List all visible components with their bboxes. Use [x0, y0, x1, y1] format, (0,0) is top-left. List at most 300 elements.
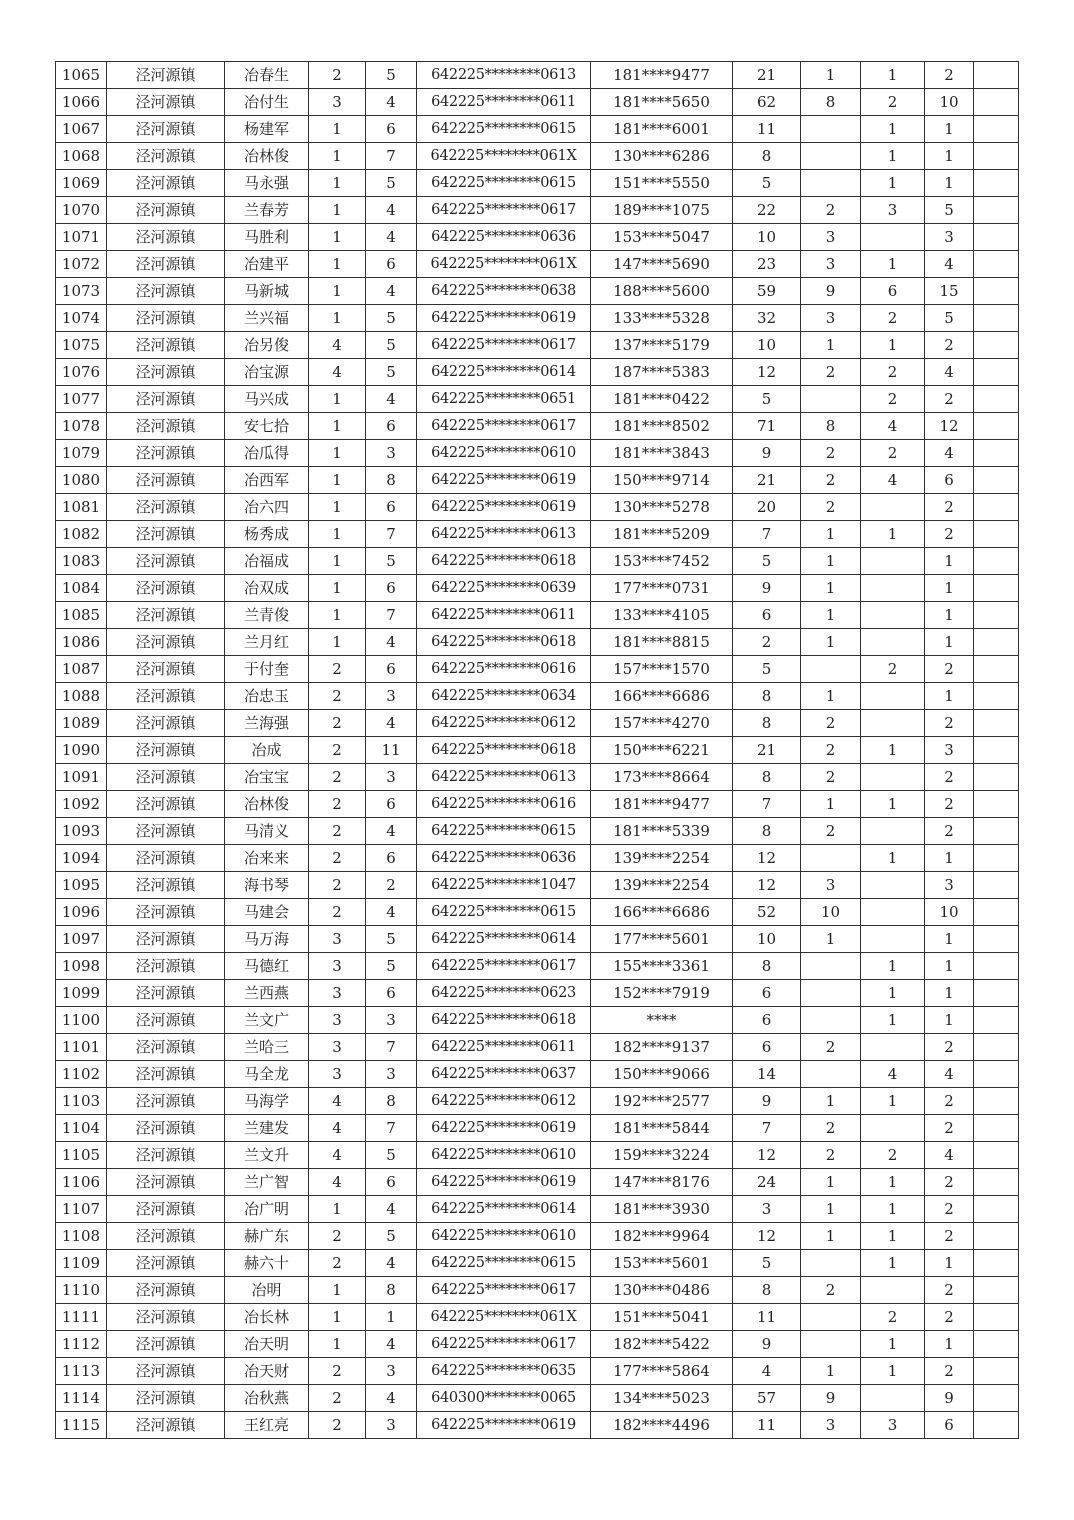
cell-remark: [974, 791, 1019, 818]
cell-col-e: 1: [861, 737, 925, 764]
cell-col-c: 9: [733, 440, 801, 467]
cell-col-e: 2: [861, 440, 925, 467]
cell-col-a: 4: [309, 1088, 366, 1115]
table-row: [56, 1034, 1019, 1061]
cell-col-a: 2: [309, 791, 366, 818]
cell-col-f: 1: [925, 116, 974, 143]
cell-remark: [974, 980, 1019, 1007]
cell-col-d: 2: [801, 1034, 861, 1061]
cell-col-c: 7: [733, 521, 801, 548]
cell-name: 冶双成: [225, 575, 309, 602]
cell-col-f: 2: [925, 818, 974, 845]
cell-phone: 134****5023: [591, 1385, 733, 1412]
cell-col-e: 1: [861, 980, 925, 1007]
cell-col-f: 12: [925, 413, 974, 440]
cell-col-d: 1: [801, 575, 861, 602]
cell-col-f: 2: [925, 1169, 974, 1196]
cell-phone: 157****1570: [591, 656, 733, 683]
table-row: [56, 305, 1019, 332]
cell-name: 兰月红: [225, 629, 309, 656]
cell-col-a: 4: [309, 359, 366, 386]
cell-col-d: 3: [801, 251, 861, 278]
cell-id-number: 642225********0615: [417, 116, 591, 143]
cell-col-d: 2: [801, 818, 861, 845]
cell-col-a: 2: [309, 1385, 366, 1412]
cell-col-c: 62: [733, 89, 801, 116]
cell-row-number: 1091: [56, 764, 107, 791]
cell-col-d: 10: [801, 899, 861, 926]
cell-col-a: 4: [309, 332, 366, 359]
cell-col-f: 1: [925, 602, 974, 629]
cell-col-e: 2: [861, 386, 925, 413]
cell-col-e: 1: [861, 170, 925, 197]
table-row: [56, 683, 1019, 710]
table-row: [56, 359, 1019, 386]
cell-col-b: 5: [366, 62, 417, 89]
cell-col-e: 1: [861, 1088, 925, 1115]
cell-name: 赫六十: [225, 1250, 309, 1277]
cell-col-c: 12: [733, 845, 801, 872]
cell-town: 泾河源镇: [107, 413, 225, 440]
cell-name: 于付奎: [225, 656, 309, 683]
cell-col-f: 3: [925, 737, 974, 764]
cell-col-b: 3: [366, 440, 417, 467]
cell-col-d: 1: [801, 521, 861, 548]
cell-id-number: 642225********0619: [417, 494, 591, 521]
cell-name: 赫广东: [225, 1223, 309, 1250]
data-table-container: [55, 61, 1018, 1439]
cell-remark: [974, 1061, 1019, 1088]
cell-id-number: 642225********0639: [417, 575, 591, 602]
cell-phone: 153****7452: [591, 548, 733, 575]
cell-town: 泾河源镇: [107, 467, 225, 494]
table-row: [56, 89, 1019, 116]
cell-col-a: 3: [309, 953, 366, 980]
cell-row-number: 1095: [56, 872, 107, 899]
cell-phone: 181****6001: [591, 116, 733, 143]
cell-id-number: 642225********1047: [417, 872, 591, 899]
cell-name: 海书琴: [225, 872, 309, 899]
cell-remark: [974, 1304, 1019, 1331]
cell-remark: [974, 1277, 1019, 1304]
cell-col-c: 6: [733, 980, 801, 1007]
cell-remark: [974, 710, 1019, 737]
cell-col-c: 20: [733, 494, 801, 521]
cell-col-d: [801, 980, 861, 1007]
cell-remark: [974, 62, 1019, 89]
cell-row-number: 1082: [56, 521, 107, 548]
table-row: [56, 332, 1019, 359]
cell-town: 泾河源镇: [107, 62, 225, 89]
cell-id-number: 642225********0618: [417, 548, 591, 575]
cell-remark: [974, 251, 1019, 278]
cell-town: 泾河源镇: [107, 926, 225, 953]
cell-col-c: 22: [733, 197, 801, 224]
table-row: [56, 1385, 1019, 1412]
cell-col-d: [801, 1007, 861, 1034]
cell-row-number: 1072: [56, 251, 107, 278]
cell-col-f: 1: [925, 1250, 974, 1277]
cell-col-d: [801, 116, 861, 143]
cell-col-d: [801, 386, 861, 413]
cell-col-a: 4: [309, 1169, 366, 1196]
cell-name: 冶林俊: [225, 791, 309, 818]
cell-col-b: 3: [366, 683, 417, 710]
cell-col-a: 1: [309, 494, 366, 521]
cell-col-a: 2: [309, 710, 366, 737]
cell-id-number: 642225********0619: [417, 1169, 591, 1196]
cell-col-a: 3: [309, 1034, 366, 1061]
cell-row-number: 1093: [56, 818, 107, 845]
cell-town: 泾河源镇: [107, 521, 225, 548]
cell-remark: [974, 467, 1019, 494]
cell-col-f: 1: [925, 1007, 974, 1034]
cell-col-c: 10: [733, 224, 801, 251]
cell-phone: 153****5601: [591, 1250, 733, 1277]
table-row: [56, 413, 1019, 440]
cell-col-a: 1: [309, 1277, 366, 1304]
cell-row-number: 1099: [56, 980, 107, 1007]
cell-phone: 181****3930: [591, 1196, 733, 1223]
cell-col-a: 2: [309, 656, 366, 683]
cell-remark: [974, 1358, 1019, 1385]
cell-col-f: 1: [925, 143, 974, 170]
cell-phone: 150****9066: [591, 1061, 733, 1088]
cell-col-b: 3: [366, 1007, 417, 1034]
cell-col-b: 5: [366, 170, 417, 197]
cell-phone: 159****3224: [591, 1142, 733, 1169]
cell-name: 马建会: [225, 899, 309, 926]
cell-col-f: 4: [925, 359, 974, 386]
table-row: [56, 899, 1019, 926]
cell-col-e: [861, 629, 925, 656]
cell-col-b: 6: [366, 980, 417, 1007]
cell-col-e: [861, 602, 925, 629]
cell-row-number: 1105: [56, 1142, 107, 1169]
cell-row-number: 1083: [56, 548, 107, 575]
cell-town: 泾河源镇: [107, 305, 225, 332]
cell-col-f: 1: [925, 575, 974, 602]
cell-col-e: 2: [861, 305, 925, 332]
table-row: [56, 872, 1019, 899]
table-row: [56, 1088, 1019, 1115]
cell-col-e: 1: [861, 953, 925, 980]
cell-col-f: 10: [925, 89, 974, 116]
cell-col-e: 1: [861, 62, 925, 89]
cell-col-d: 1: [801, 629, 861, 656]
cell-col-f: 2: [925, 791, 974, 818]
cell-col-d: 8: [801, 413, 861, 440]
table-row: [56, 548, 1019, 575]
cell-col-f: 1: [925, 980, 974, 1007]
cell-row-number: 1109: [56, 1250, 107, 1277]
cell-name: 兰文升: [225, 1142, 309, 1169]
table-row: [56, 1358, 1019, 1385]
cell-col-d: 1: [801, 1196, 861, 1223]
cell-col-b: 4: [366, 818, 417, 845]
table-row: [56, 575, 1019, 602]
cell-col-b: 2: [366, 872, 417, 899]
cell-id-number: 642225********0610: [417, 1223, 591, 1250]
table-row: [56, 1412, 1019, 1439]
cell-remark: [974, 1088, 1019, 1115]
cell-col-f: 9: [925, 1385, 974, 1412]
cell-col-e: 3: [861, 197, 925, 224]
cell-row-number: 1115: [56, 1412, 107, 1439]
table-row: [56, 386, 1019, 413]
cell-col-f: 2: [925, 386, 974, 413]
cell-col-f: 2: [925, 1088, 974, 1115]
cell-row-number: 1071: [56, 224, 107, 251]
cell-col-e: [861, 1277, 925, 1304]
cell-row-number: 1092: [56, 791, 107, 818]
cell-remark: [974, 764, 1019, 791]
cell-row-number: 1069: [56, 170, 107, 197]
cell-col-e: [861, 926, 925, 953]
cell-col-f: 6: [925, 467, 974, 494]
cell-col-e: 6: [861, 278, 925, 305]
cell-col-f: 2: [925, 332, 974, 359]
cell-remark: [974, 197, 1019, 224]
cell-phone: 187****5383: [591, 359, 733, 386]
cell-col-b: 4: [366, 710, 417, 737]
cell-col-d: 2: [801, 710, 861, 737]
cell-col-e: [861, 575, 925, 602]
cell-town: 泾河源镇: [107, 737, 225, 764]
table-body: [56, 62, 1019, 1439]
cell-town: 泾河源镇: [107, 1385, 225, 1412]
cell-col-a: 1: [309, 521, 366, 548]
cell-town: 泾河源镇: [107, 116, 225, 143]
cell-phone: ****: [591, 1007, 733, 1034]
cell-remark: [974, 1115, 1019, 1142]
table-row: [56, 116, 1019, 143]
cell-id-number: 642225********0615: [417, 818, 591, 845]
cell-col-b: 7: [366, 1115, 417, 1142]
cell-col-c: 8: [733, 953, 801, 980]
cell-row-number: 1101: [56, 1034, 107, 1061]
cell-remark: [974, 170, 1019, 197]
cell-col-e: 1: [861, 521, 925, 548]
cell-town: 泾河源镇: [107, 845, 225, 872]
cell-town: 泾河源镇: [107, 494, 225, 521]
cell-town: 泾河源镇: [107, 359, 225, 386]
cell-col-d: 2: [801, 440, 861, 467]
cell-col-f: 3: [925, 872, 974, 899]
cell-remark: [974, 818, 1019, 845]
cell-phone: 147****5690: [591, 251, 733, 278]
cell-col-b: 4: [366, 629, 417, 656]
cell-col-b: 5: [366, 359, 417, 386]
cell-phone: 150****9714: [591, 467, 733, 494]
cell-row-number: 1088: [56, 683, 107, 710]
cell-row-number: 1073: [56, 278, 107, 305]
cell-phone: 173****8664: [591, 764, 733, 791]
cell-id-number: 642225********0638: [417, 278, 591, 305]
cell-id-number: 642225********0611: [417, 602, 591, 629]
cell-town: 泾河源镇: [107, 251, 225, 278]
cell-col-c: 52: [733, 899, 801, 926]
cell-remark: [974, 386, 1019, 413]
cell-row-number: 1084: [56, 575, 107, 602]
cell-col-c: 5: [733, 170, 801, 197]
cell-col-b: 7: [366, 1034, 417, 1061]
cell-col-e: 1: [861, 251, 925, 278]
cell-col-a: 2: [309, 1223, 366, 1250]
cell-col-d: 2: [801, 764, 861, 791]
cell-col-b: 3: [366, 1358, 417, 1385]
table-row: [56, 737, 1019, 764]
cell-phone: 133****4105: [591, 602, 733, 629]
cell-name: 冶西军: [225, 467, 309, 494]
cell-phone: 181****5339: [591, 818, 733, 845]
cell-col-c: 9: [733, 575, 801, 602]
cell-col-e: 1: [861, 845, 925, 872]
cell-col-f: 2: [925, 1358, 974, 1385]
cell-col-b: 7: [366, 521, 417, 548]
cell-col-a: 1: [309, 413, 366, 440]
cell-town: 泾河源镇: [107, 278, 225, 305]
cell-col-f: 6: [925, 1412, 974, 1439]
cell-id-number: 642225********0613: [417, 62, 591, 89]
cell-col-d: 8: [801, 89, 861, 116]
cell-id-number: 642225********0615: [417, 1250, 591, 1277]
cell-col-c: 21: [733, 467, 801, 494]
cell-remark: [974, 953, 1019, 980]
cell-col-a: 1: [309, 1196, 366, 1223]
cell-col-f: 2: [925, 1196, 974, 1223]
cell-col-a: 1: [309, 440, 366, 467]
cell-phone: 152****7919: [591, 980, 733, 1007]
cell-col-c: 3: [733, 1196, 801, 1223]
cell-id-number: 642225********0611: [417, 1034, 591, 1061]
cell-remark: [974, 359, 1019, 386]
cell-col-f: 1: [925, 845, 974, 872]
cell-col-a: 2: [309, 872, 366, 899]
cell-col-c: 10: [733, 926, 801, 953]
cell-col-e: 1: [861, 1007, 925, 1034]
cell-remark: [974, 1385, 1019, 1412]
cell-col-b: 6: [366, 845, 417, 872]
table-row: [56, 845, 1019, 872]
cell-town: 泾河源镇: [107, 143, 225, 170]
cell-name: 马新城: [225, 278, 309, 305]
cell-col-d: 9: [801, 1385, 861, 1412]
cell-remark: [974, 116, 1019, 143]
cell-col-a: 1: [309, 224, 366, 251]
cell-col-e: 1: [861, 1331, 925, 1358]
cell-id-number: 642225********0618: [417, 1007, 591, 1034]
cell-col-f: 2: [925, 494, 974, 521]
cell-col-b: 4: [366, 386, 417, 413]
cell-town: 泾河源镇: [107, 1115, 225, 1142]
cell-col-b: 1: [366, 1304, 417, 1331]
cell-col-d: [801, 1061, 861, 1088]
cell-col-c: 5: [733, 1250, 801, 1277]
cell-remark: [974, 89, 1019, 116]
cell-row-number: 1077: [56, 386, 107, 413]
cell-col-f: 1: [925, 629, 974, 656]
cell-col-e: [861, 1034, 925, 1061]
cell-col-e: [861, 1385, 925, 1412]
cell-col-e: 4: [861, 467, 925, 494]
table-row: [56, 1223, 1019, 1250]
cell-col-c: 12: [733, 1142, 801, 1169]
table-row: [56, 1277, 1019, 1304]
cell-id-number: 642225********0614: [417, 926, 591, 953]
cell-col-b: 6: [366, 494, 417, 521]
cell-town: 泾河源镇: [107, 1331, 225, 1358]
cell-row-number: 1078: [56, 413, 107, 440]
cell-remark: [974, 602, 1019, 629]
cell-col-d: 1: [801, 926, 861, 953]
cell-name: 马兴成: [225, 386, 309, 413]
cell-col-a: 1: [309, 1331, 366, 1358]
cell-col-f: 4: [925, 1061, 974, 1088]
cell-id-number: 642225********0623: [417, 980, 591, 1007]
cell-col-f: 2: [925, 62, 974, 89]
cell-col-c: 8: [733, 683, 801, 710]
cell-town: 泾河源镇: [107, 170, 225, 197]
cell-col-a: 3: [309, 1061, 366, 1088]
cell-remark: [974, 1034, 1019, 1061]
cell-col-a: 1: [309, 386, 366, 413]
cell-col-a: 3: [309, 926, 366, 953]
cell-col-c: 11: [733, 116, 801, 143]
cell-phone: 189****1075: [591, 197, 733, 224]
cell-col-a: 2: [309, 683, 366, 710]
cell-row-number: 1086: [56, 629, 107, 656]
cell-col-e: [861, 899, 925, 926]
cell-id-number: 642225********0617: [417, 413, 591, 440]
cell-name: 兰西燕: [225, 980, 309, 1007]
cell-remark: [974, 899, 1019, 926]
cell-col-e: 3: [861, 1412, 925, 1439]
cell-col-a: 4: [309, 1142, 366, 1169]
cell-phone: 181****8815: [591, 629, 733, 656]
cell-name: 冶六四: [225, 494, 309, 521]
cell-town: 泾河源镇: [107, 224, 225, 251]
cell-col-c: 21: [733, 737, 801, 764]
cell-row-number: 1066: [56, 89, 107, 116]
cell-col-d: 1: [801, 683, 861, 710]
cell-col-c: 32: [733, 305, 801, 332]
cell-row-number: 1114: [56, 1385, 107, 1412]
cell-town: 泾河源镇: [107, 548, 225, 575]
table-row: [56, 197, 1019, 224]
cell-col-f: 2: [925, 1223, 974, 1250]
cell-row-number: 1098: [56, 953, 107, 980]
cell-col-c: 8: [733, 1277, 801, 1304]
cell-col-b: 4: [366, 89, 417, 116]
cell-name: 冶春生: [225, 62, 309, 89]
cell-remark: [974, 872, 1019, 899]
cell-remark: [974, 413, 1019, 440]
table-row: [56, 170, 1019, 197]
cell-row-number: 1090: [56, 737, 107, 764]
cell-col-d: 1: [801, 791, 861, 818]
cell-remark: [974, 683, 1019, 710]
cell-row-number: 1094: [56, 845, 107, 872]
cell-phone: 147****8176: [591, 1169, 733, 1196]
cell-col-b: 11: [366, 737, 417, 764]
cell-name: 冶明: [225, 1277, 309, 1304]
cell-col-d: 2: [801, 494, 861, 521]
cell-remark: [974, 656, 1019, 683]
cell-town: 泾河源镇: [107, 332, 225, 359]
cell-col-d: 3: [801, 224, 861, 251]
cell-col-c: 8: [733, 710, 801, 737]
